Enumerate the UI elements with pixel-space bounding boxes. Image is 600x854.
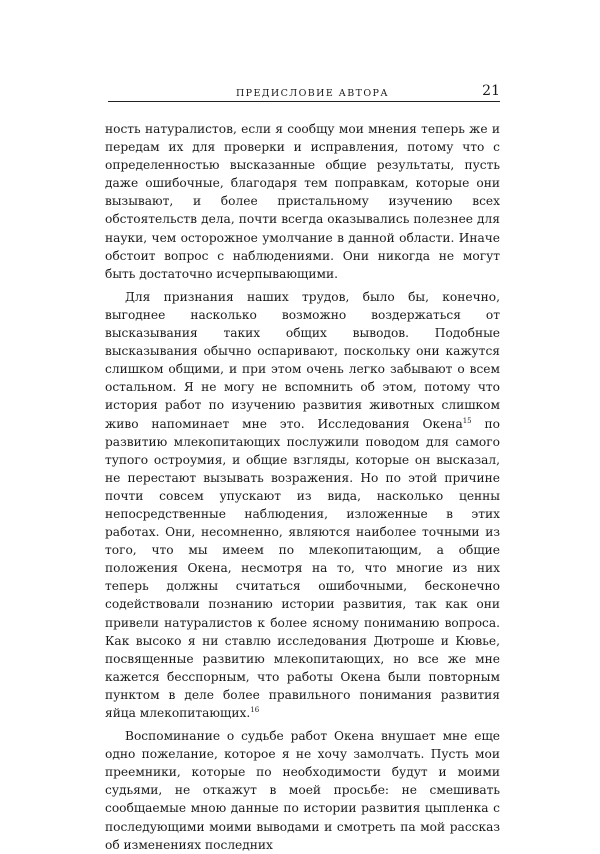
paragraph-1 [105, 120, 500, 283]
paragraph-3 [105, 727, 500, 854]
paragraph-text: по развитию млекопитающих послужили поводом для самого тупого остроумия, и общие взгляды, которые он высказал, не перестают вызывать возражения. Но по этой причине почти совсем упускают из вида, насколько ценны непосредственные наблюдения, изложенные в этих работах. Они, несомненно, являются наиболее точными из того, что мы имеем по млекопитающим, а общие положения Окена, несмотря на то, что многие из них теперь должны считаться ошибочными, бесконечно содействовали познанию истории развития, так как они привели натуралистов к более ясному пониманию вопроса. Как высоко я ни ставлю исследования Дютроше и Кювье, посвященные развитию млекопитающих, но все же мне кажется бесспорным, что работы Окена были повторным пунктом в деле более правильного понимания развития яйца млекопитающих. [105, 416, 500, 720]
paragraph-text: Для признания наших трудов, было бы, конечно, выгоднее насколько возможно воздержаться от высказывания таких общих выводов. Подобные высказывания обычно оспаривают, поскольку они кажутся слишком общими, и при этом очень легко забывают о всем остальном. Я не могу не вспомнить об этом, потому что история работ по изучению развития животных слишком живо напоминает мне это. Исследования Окена [105, 289, 500, 431]
body-text [105, 120, 500, 854]
page-number: 21 [482, 83, 500, 99]
paragraph-text: Воспоминание о судьбе работ Окена внушает мне еще одно пожелание, которое я не хочу замолчать. Пусть мои преемники, которые по необходимости будут и моими судьями, не откажут в моей просьбе: не смешивать сообщаемые мною данные по истории развития цыпленка с последующими моими выводами и смотреть па мой рассказ об изменениях последних [105, 729, 500, 852]
paragraph-text: ность натуралистов, если я сообщу мои мнения теперь же и передам их для проверки и исправления, потому что с определенностью высказанные общие результаты, пусть даже ошибочные, благодаря тем поправкам, которые они вызывают, и более пристальному изучению всех обстоятельств дела, почти всегда оказывались полезнее для науки, чем осторожное умолчание в данной области. Иначе обстоит вопрос с наблюдениями. Они никогда не могут быть достаточно исчерпывающими. [105, 122, 500, 281]
running-title: ПРЕДИСЛОВИЕ АВТОРА [236, 88, 389, 99]
footnote-ref-15[interactable]: 15 [462, 416, 472, 425]
page-header [108, 80, 500, 102]
paragraph-2 [105, 288, 500, 722]
footnote-ref-16[interactable]: 16 [250, 706, 260, 714]
header-rule [108, 101, 500, 102]
